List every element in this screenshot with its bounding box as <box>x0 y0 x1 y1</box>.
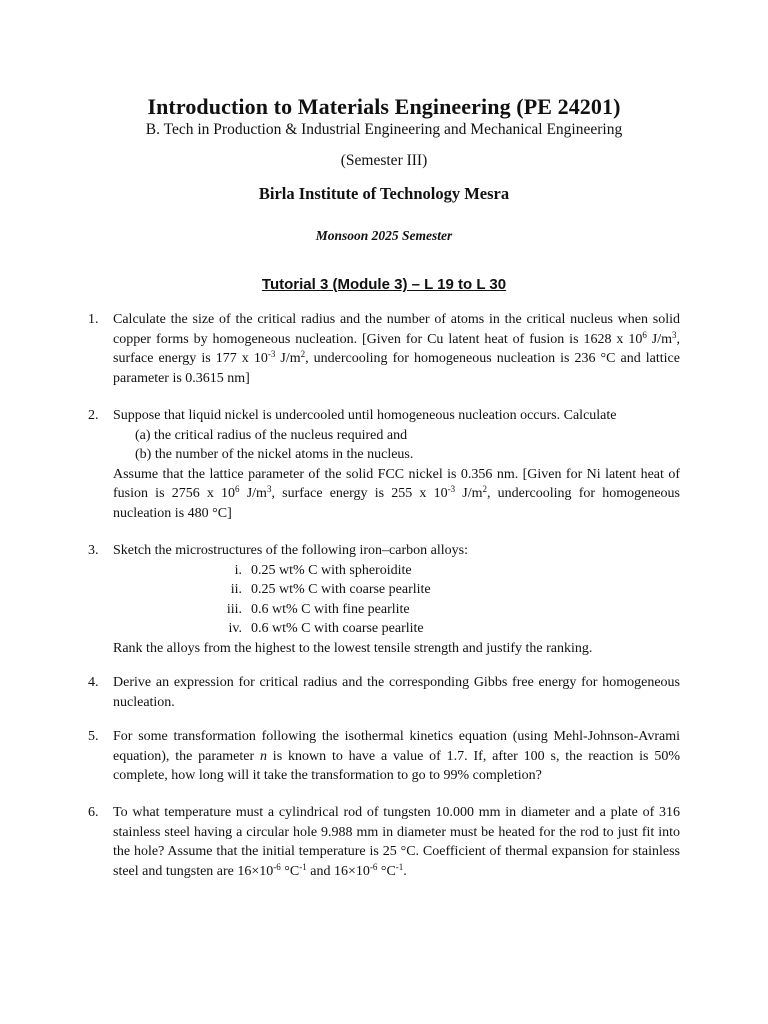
list-item-text: 0.6 wt% C with fine pearlite <box>251 601 410 617</box>
question-text <box>113 406 680 523</box>
question-6 <box>88 803 680 881</box>
sub-question-a: (a) the critical radius of the nucleus required and <box>135 427 408 443</box>
question-number: 5. <box>88 729 99 744</box>
list-item <box>138 580 680 600</box>
list-item-text: 0.6 wt% C with coarse pearlite <box>251 621 424 636</box>
question-text: To what temperature must a cylindrical rod of tungsten 10.000 mm in diameter and a plate of 316 stainless steel having a circular hole 9.988 mm in diameter must be heated for the rod to just fit into the hole? Assume that the initial temperature is 25 °C. Coefficient of thermal expansion for stainless steel and tungsten are $16\times 10^{-6}$ $^\circ C^{-1}$ and $16\times 10^{-6}$ $^\circ C^{-1}$. <box>113 805 680 879</box>
program-subtitle: B. Tech in Production & Industrial Engineering and Mechanical Engineering <box>145 121 623 138</box>
question-text <box>113 541 680 658</box>
list-item <box>138 619 680 639</box>
list-item-number: iii. <box>226 601 242 617</box>
question-number: 4. <box>88 675 99 690</box>
list-item-number: ii. <box>230 582 242 597</box>
list-item <box>138 561 680 581</box>
sub-question-b: (b) the number of the nickel atoms in the nucleus. <box>135 447 414 462</box>
tutorial-heading-text: Tutorial 3 (Module 3) – L 19 to L 30 <box>261 276 507 293</box>
question-text: For some transformation following the isothermal kinetics equation (using Mehl-Johnson-Avrami equation), the parameter n is known to have a value of 1.7. If, after 100 s, the reaction is 50% complete, how long will it take the transformation to go to 99% completion? <box>113 729 681 783</box>
question-number: 6. <box>88 805 99 820</box>
question-1 <box>88 310 680 388</box>
question-number: 3. <box>88 543 99 558</box>
question-intro: Sketch the microstructures of the following iron–carbon alloys: <box>113 543 468 558</box>
question-3 <box>88 541 680 658</box>
question-4 <box>88 673 680 712</box>
list-item-text: 0.25 wt% C with coarse pearlite <box>251 582 431 597</box>
question-given: Assume that the lattice parameter of the solid FCC nickel is 0.356 nm. [Given for Ni latent heat of fusion is 2756 x $10^6$ $J/m^3$, surface energy is 255 x $10^{-3}$ $J/m^2$, undercooling for homogeneous nucleation is 480 °C] <box>113 466 680 521</box>
question-outro: Rank the alloys from the highest to the lowest tensile strength and justify the ranking. <box>113 640 593 656</box>
question-text: Calculate the size of the critical radius and the number of atoms in the critical nucleus when solid copper forms by homogeneous nucleation. [Given for Cu latent heat of fusion is 1628 x $10^6$ $J/m^3$, surface energy is 177 x $10^{-3}$ $J/m^2$, undercooling for homogeneous nucleation is 236 °C and lattice parameter is 0.3615 nm] <box>113 312 680 386</box>
semester-label: (Semester III) <box>340 152 428 169</box>
question-number: 2. <box>88 408 99 423</box>
alloy-list <box>138 561 680 639</box>
question-text: Derive an expression for critical radius and the corresponding Gibbs free energy for homogeneous nucleation. <box>113 675 680 710</box>
list-item <box>138 600 680 620</box>
question-2 <box>88 406 680 523</box>
institute-name: Birla Institute of Technology Mesra <box>258 184 510 203</box>
question-number: 1. <box>88 312 99 327</box>
question-intro: Suppose that liquid nickel is undercooled until homogeneous nucleation occurs. Calculate <box>113 408 617 423</box>
question-5 <box>88 727 680 786</box>
course-title: Introduction to Materials Engineering (PE 24201) <box>147 94 621 119</box>
tutorial-heading <box>0 276 768 293</box>
list-item-number: iv. <box>228 621 242 636</box>
list-item-number: i. <box>234 562 242 578</box>
term-label: Monsoon 2025 Semester <box>315 228 453 243</box>
list-item-text: 0.25 wt% C with spheroidite <box>251 562 412 578</box>
